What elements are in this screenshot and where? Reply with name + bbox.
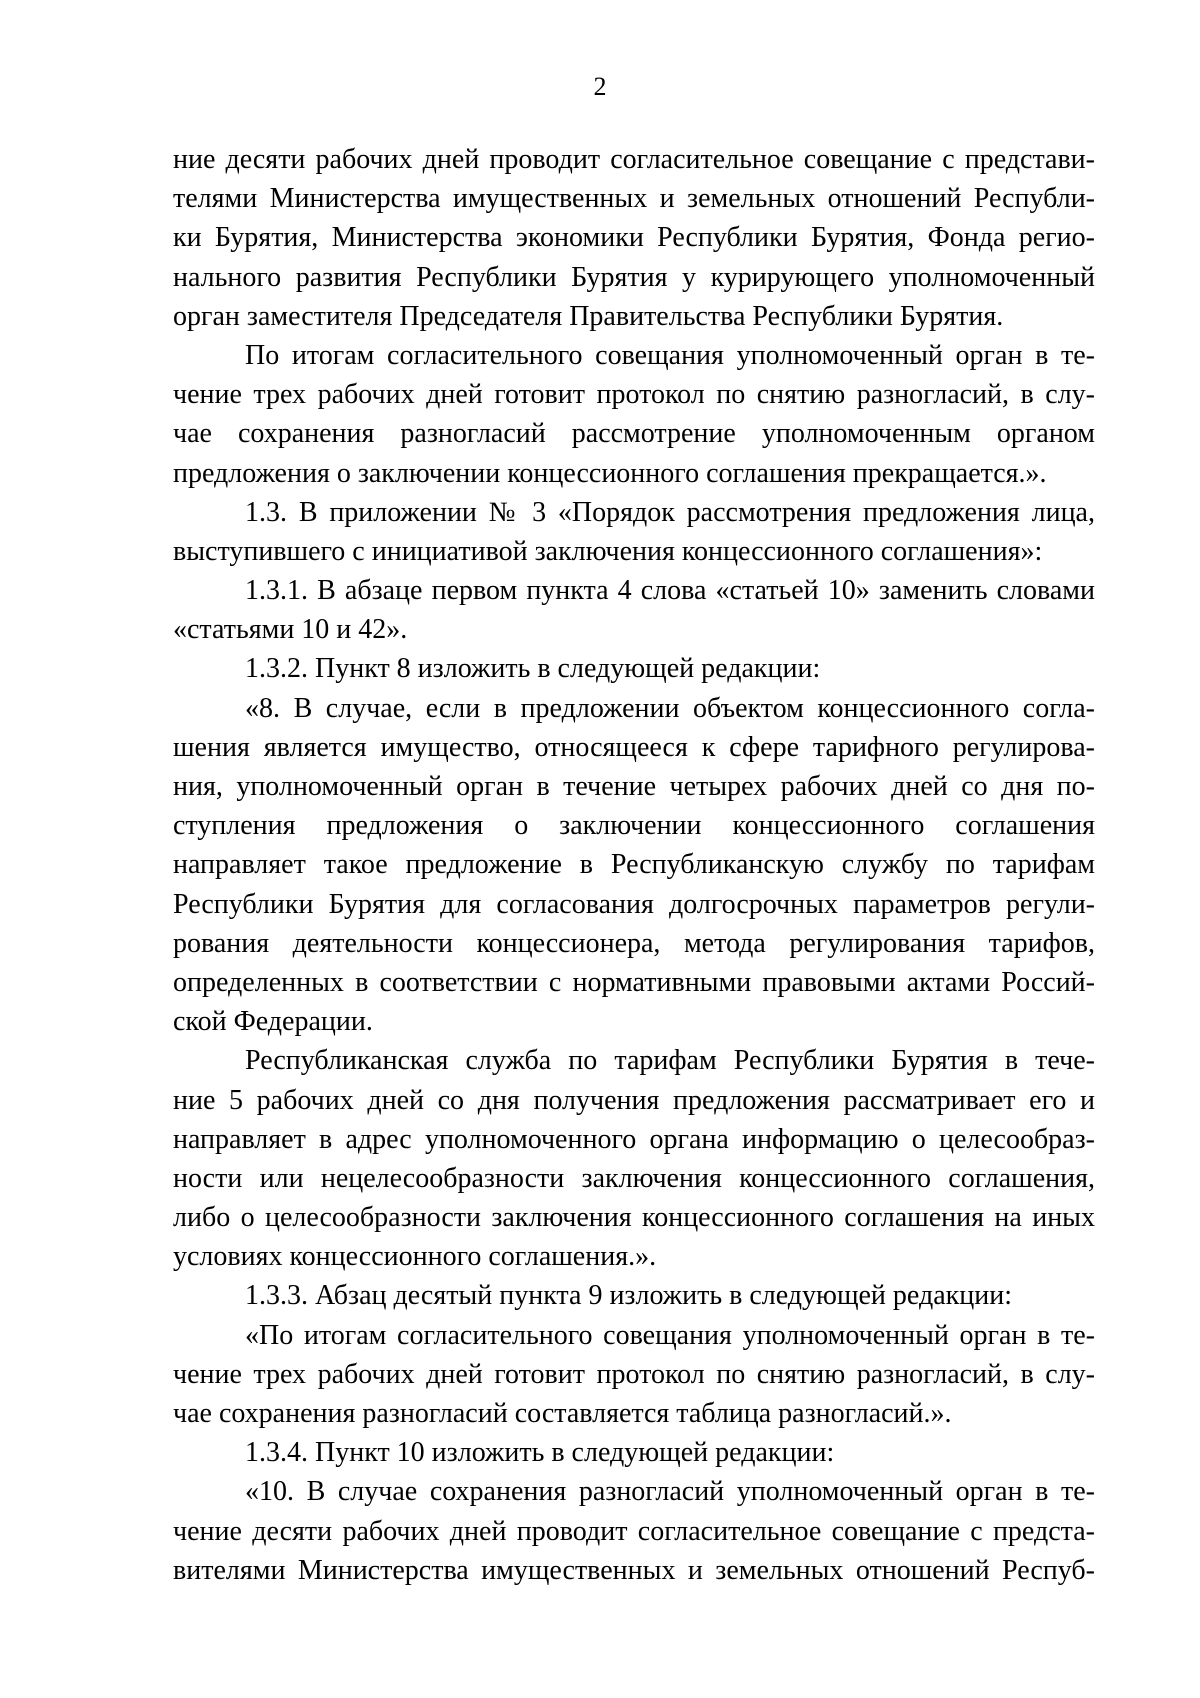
text-line: 1.3.4. Пункт 10 изложить в следующей редакции: <box>245 1437 835 1469</box>
text-line: «10. В случае сохранения разногласий уполномоченный орган в те- <box>245 1476 1095 1508</box>
text-line: чае сохранения разногласий составляется таблица разногласий.». <box>173 1398 952 1429</box>
text-line: чение трех рабочих дней готовит протокол по снятию разногласий, в слу- <box>173 1358 1095 1390</box>
text-line: орган заместителя Председателя Правительства Республики Бурятия. <box>173 300 1004 332</box>
text-line: «статьями 10 и 42». <box>173 614 408 646</box>
text-line: ступления предложения о заключении концессионного соглашения <box>173 810 1095 842</box>
text-line: 1.3. В приложении № 3 «Порядок рассмотрения предложения лица, <box>245 496 1095 528</box>
document-body <box>173 140 1095 1590</box>
text-line: чение трех рабочих дней готовит протокол по снятию разногласий, в слу- <box>173 379 1095 411</box>
text-line: 1.3.1. В абзаце первом пункта 4 слова «статьей 10» заменить словами <box>245 575 1095 607</box>
text-line: нального развития Республики Бурятия у курирующего уполномоченный <box>173 261 1095 293</box>
text-line: Республиканская служба по тарифам Республики Бурятия в тече- <box>245 1045 1095 1077</box>
text-line: ки Бурятия, Министерства экономики Республики Бурятия, Фонда регио- <box>173 222 1095 254</box>
page-number: 2 <box>593 72 607 101</box>
text-line: направляет такое предложение в Республиканскую службу по тарифам <box>173 849 1095 881</box>
text-line: определенных в соответствии с нормативными правовыми актами Россий- <box>173 966 1095 998</box>
text-line: По итогам согласительного совещания уполномоченный орган в те- <box>245 339 1095 371</box>
text-line: предложения о заключении концессионного соглашения прекращается.». <box>173 457 1047 489</box>
text-line: направляет в адрес уполномоченного органа информацию о целесообраз- <box>173 1123 1095 1155</box>
text-line: чение десяти рабочих дней проводит согласительное совещание с предста- <box>173 1515 1095 1547</box>
text-line: ние десяти рабочих дней проводит согласительное совещание с представи- <box>173 144 1095 175</box>
text-line: шения является имущество, относящееся к сфере тарифного регулирова- <box>173 731 1095 763</box>
text-line: чае сохранения разногласий рассмотрение уполномоченным органом <box>173 418 1095 450</box>
text-line: вителями Министерства имущественных и земельных отношений Респуб- <box>173 1554 1095 1586</box>
text-line: выступившего с инициативой заключения концессионного соглашения»: <box>173 535 1043 567</box>
text-line: ние 5 рабочих дней со дня получения предложения рассматривает его и <box>173 1084 1095 1116</box>
text-line: «8. В случае, если в предложении объектом концессионного согла- <box>245 692 1095 724</box>
text-line: «По итогам согласительного совещания уполномоченный орган в те- <box>245 1319 1095 1351</box>
text-line: 1.3.2. Пункт 8 изложить в следующей редакции: <box>245 653 821 685</box>
text-line: либо о целесообразности заключения концессионного соглашения на иных <box>173 1202 1095 1234</box>
text-line: ской Федерации. <box>173 1006 373 1038</box>
text-line: условиях концессионного соглашения.». <box>173 1241 657 1273</box>
text-line: 1.3.3. Абзац десятый пункта 9 изложить в следующей редакции: <box>245 1280 1012 1312</box>
text-line: ния, уполномоченный орган в течение четырех рабочих дней со дня по- <box>173 771 1095 802</box>
text-line: рования деятельности концессионера, метода регулирования тарифов, <box>173 927 1095 959</box>
text-line: Республики Бурятия для согласования долгосрочных параметров регули- <box>173 888 1095 920</box>
text-line: телями Министерства имущественных и земельных отношений Республи- <box>173 183 1095 215</box>
text-line: ности или нецелесообразности заключения концессионного соглашения, <box>173 1162 1095 1194</box>
